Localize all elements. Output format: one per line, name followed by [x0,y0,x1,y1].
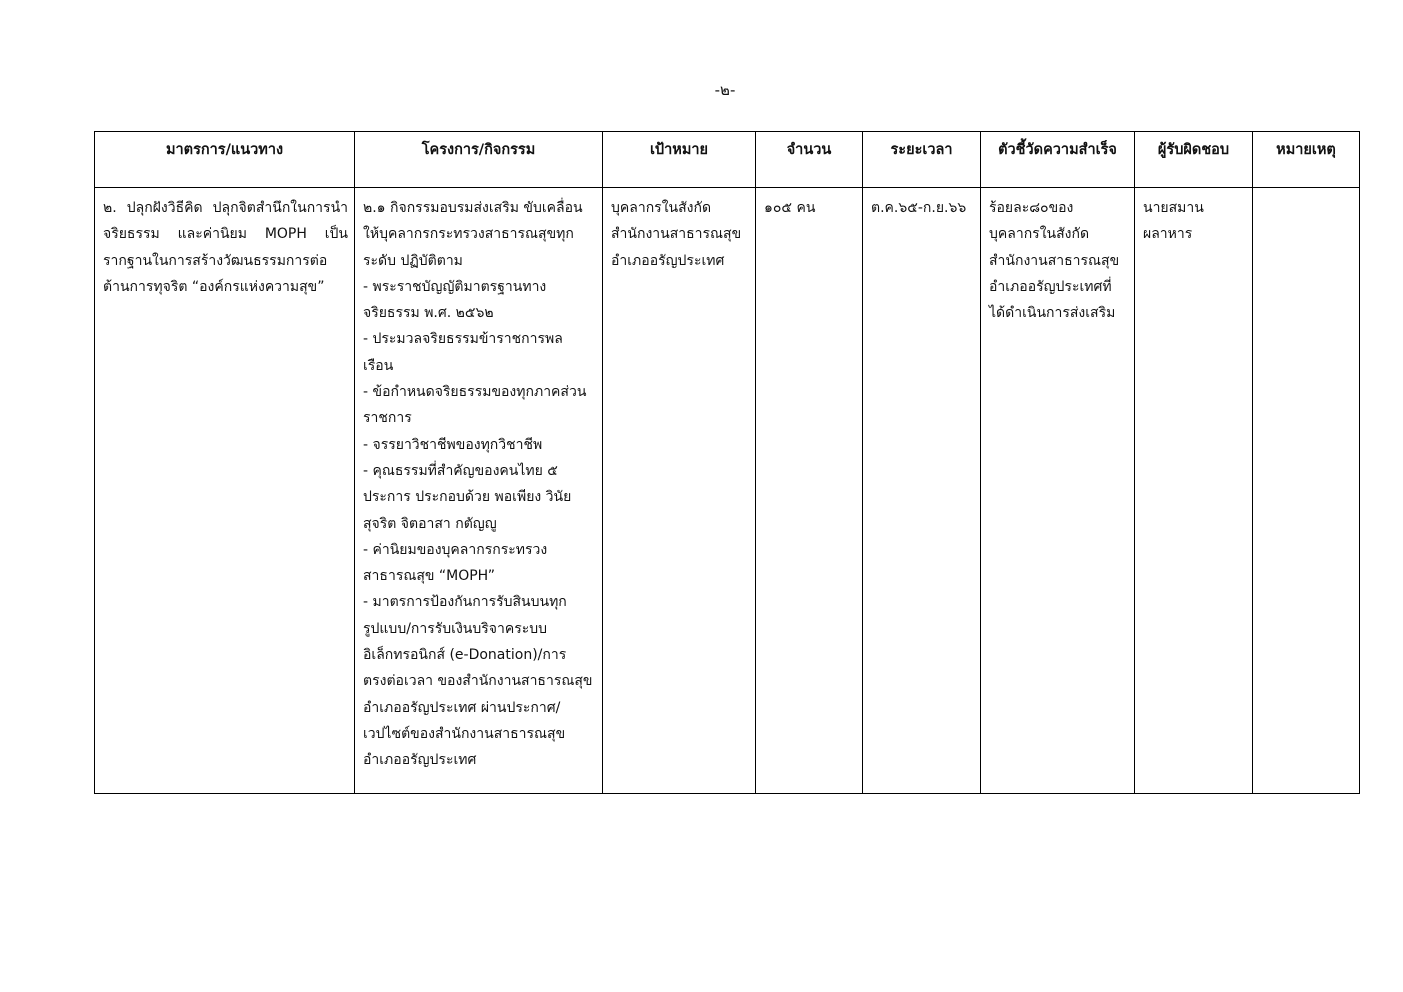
indicator-line: สำนักงานสาธารณสุข [989,252,1120,269]
header-indicator: ตัวชี้วัดความสำเร็จ [981,132,1135,188]
activity-line: ตรงต่อเวลา ของสำนักงานสาธารณสุข [363,673,593,690]
cell-indicator [981,188,1135,794]
activity-line: อำเภออรัญประเทศ ผ่านประกาศ/ [363,699,561,716]
activity-line: - มาตรการป้องกันการรับสินบนทุก [363,594,567,611]
indicator-line: ได้ดำเนินการส่งเสริม [989,305,1116,322]
activity-line: เวปไซต์ของสำนักงานสาธารณสุข [363,725,566,742]
header-target: เป้าหมาย [603,132,756,188]
activity-line: - ค่านิยมของบุคลากรกระทรวง [363,541,548,558]
activity-line: - ข้อกำหนดจริยธรรมของทุกภาคส่วน [363,384,587,401]
plan-table [94,131,1360,794]
cell-amount [756,188,863,794]
responsible-line: นายสมาน [1143,200,1204,216]
header-activity: โครงการ/กิจกรรม [355,132,603,188]
header-measure: มาตรการ/แนวทาง [95,132,355,188]
measure-text: ๒. ปลุกฝังวิธีคิด ปลุกจิตสำนึกในการนำจริยธรรม และค่านิยม MOPH เป็นรากฐานในการสร้างวัฒนธรรมการต่อต้านการทุจริต “องค์กรแห่งความสุข” [103,200,348,295]
target-line: สำนักงานสาธารณสุข [611,226,742,243]
indicator-line: บุคลากรในสังกัด [989,226,1090,243]
cell-activity [355,188,603,794]
activity-line: สาธารณสุข “MOPH” [363,568,496,585]
activity-line: เรือน [363,357,394,374]
activity-line: รูปแบบ/การรับเงินบริจาคระบบ [363,620,548,637]
header-amount: จำนวน [756,132,863,188]
activity-line: จริยธรรม พ.ศ. ๒๕๖๒ [363,305,494,322]
header-row [95,132,1360,188]
header-responsible: ผู้รับผิดชอบ [1135,132,1253,188]
activity-line: ประการ ประกอบด้วย พอเพียง วินัย [363,489,572,506]
header-remark: หมายเหตุ [1253,132,1360,188]
indicator-line: ร้อยละ๘๐ของ [989,200,1074,216]
header-period: ระยะเวลา [863,132,981,188]
activity-line: - ประมวลจริยธรรมข้าราชการพล [363,331,563,348]
indicator-line: อำเภออรัญประเทศที่ [989,278,1112,295]
amount-value: ๑๐๕ คน [764,200,816,216]
table-row [95,188,1360,794]
cell-remark [1253,188,1360,794]
activity-line: ๒.๑ กิจกรรมอบรมส่งเสริม ขับเคลื่อน [363,200,583,216]
cell-period [863,188,981,794]
page-number: -๒- [714,81,736,99]
activity-line: อิเล็กทรอนิกส์ (e-Donation)/การ [363,647,567,664]
activity-line: ให้บุคลากรกระทรวงสาธารณสุขทุก [363,226,574,243]
cell-measure [95,188,355,794]
target-line: บุคลากรในสังกัด [611,200,712,216]
activity-line: ระดับ ปฏิบัติตาม [363,252,463,269]
activity-line: - จรรยาวิชาชีพของทุกวิชาชีพ [363,436,543,453]
target-line: อำเภออรัญประเทศ [611,252,725,269]
cell-responsible [1135,188,1253,794]
activity-line: อำเภออรัญประเทศ [363,752,477,769]
activity-line: ราชการ [363,410,412,427]
activity-line: - คุณธรรมที่สำคัญของคนไทย ๕ [363,462,558,479]
cell-target [603,188,756,794]
period-value: ต.ค.๖๕-ก.ย.๖๖ [871,200,967,216]
responsible-line: ผลาหาร [1143,226,1193,243]
activity-line: - พระราชบัญญัติมาตรฐานทาง [363,278,547,295]
activity-line: สุจริต จิตอาสา กตัญญู [363,515,497,532]
